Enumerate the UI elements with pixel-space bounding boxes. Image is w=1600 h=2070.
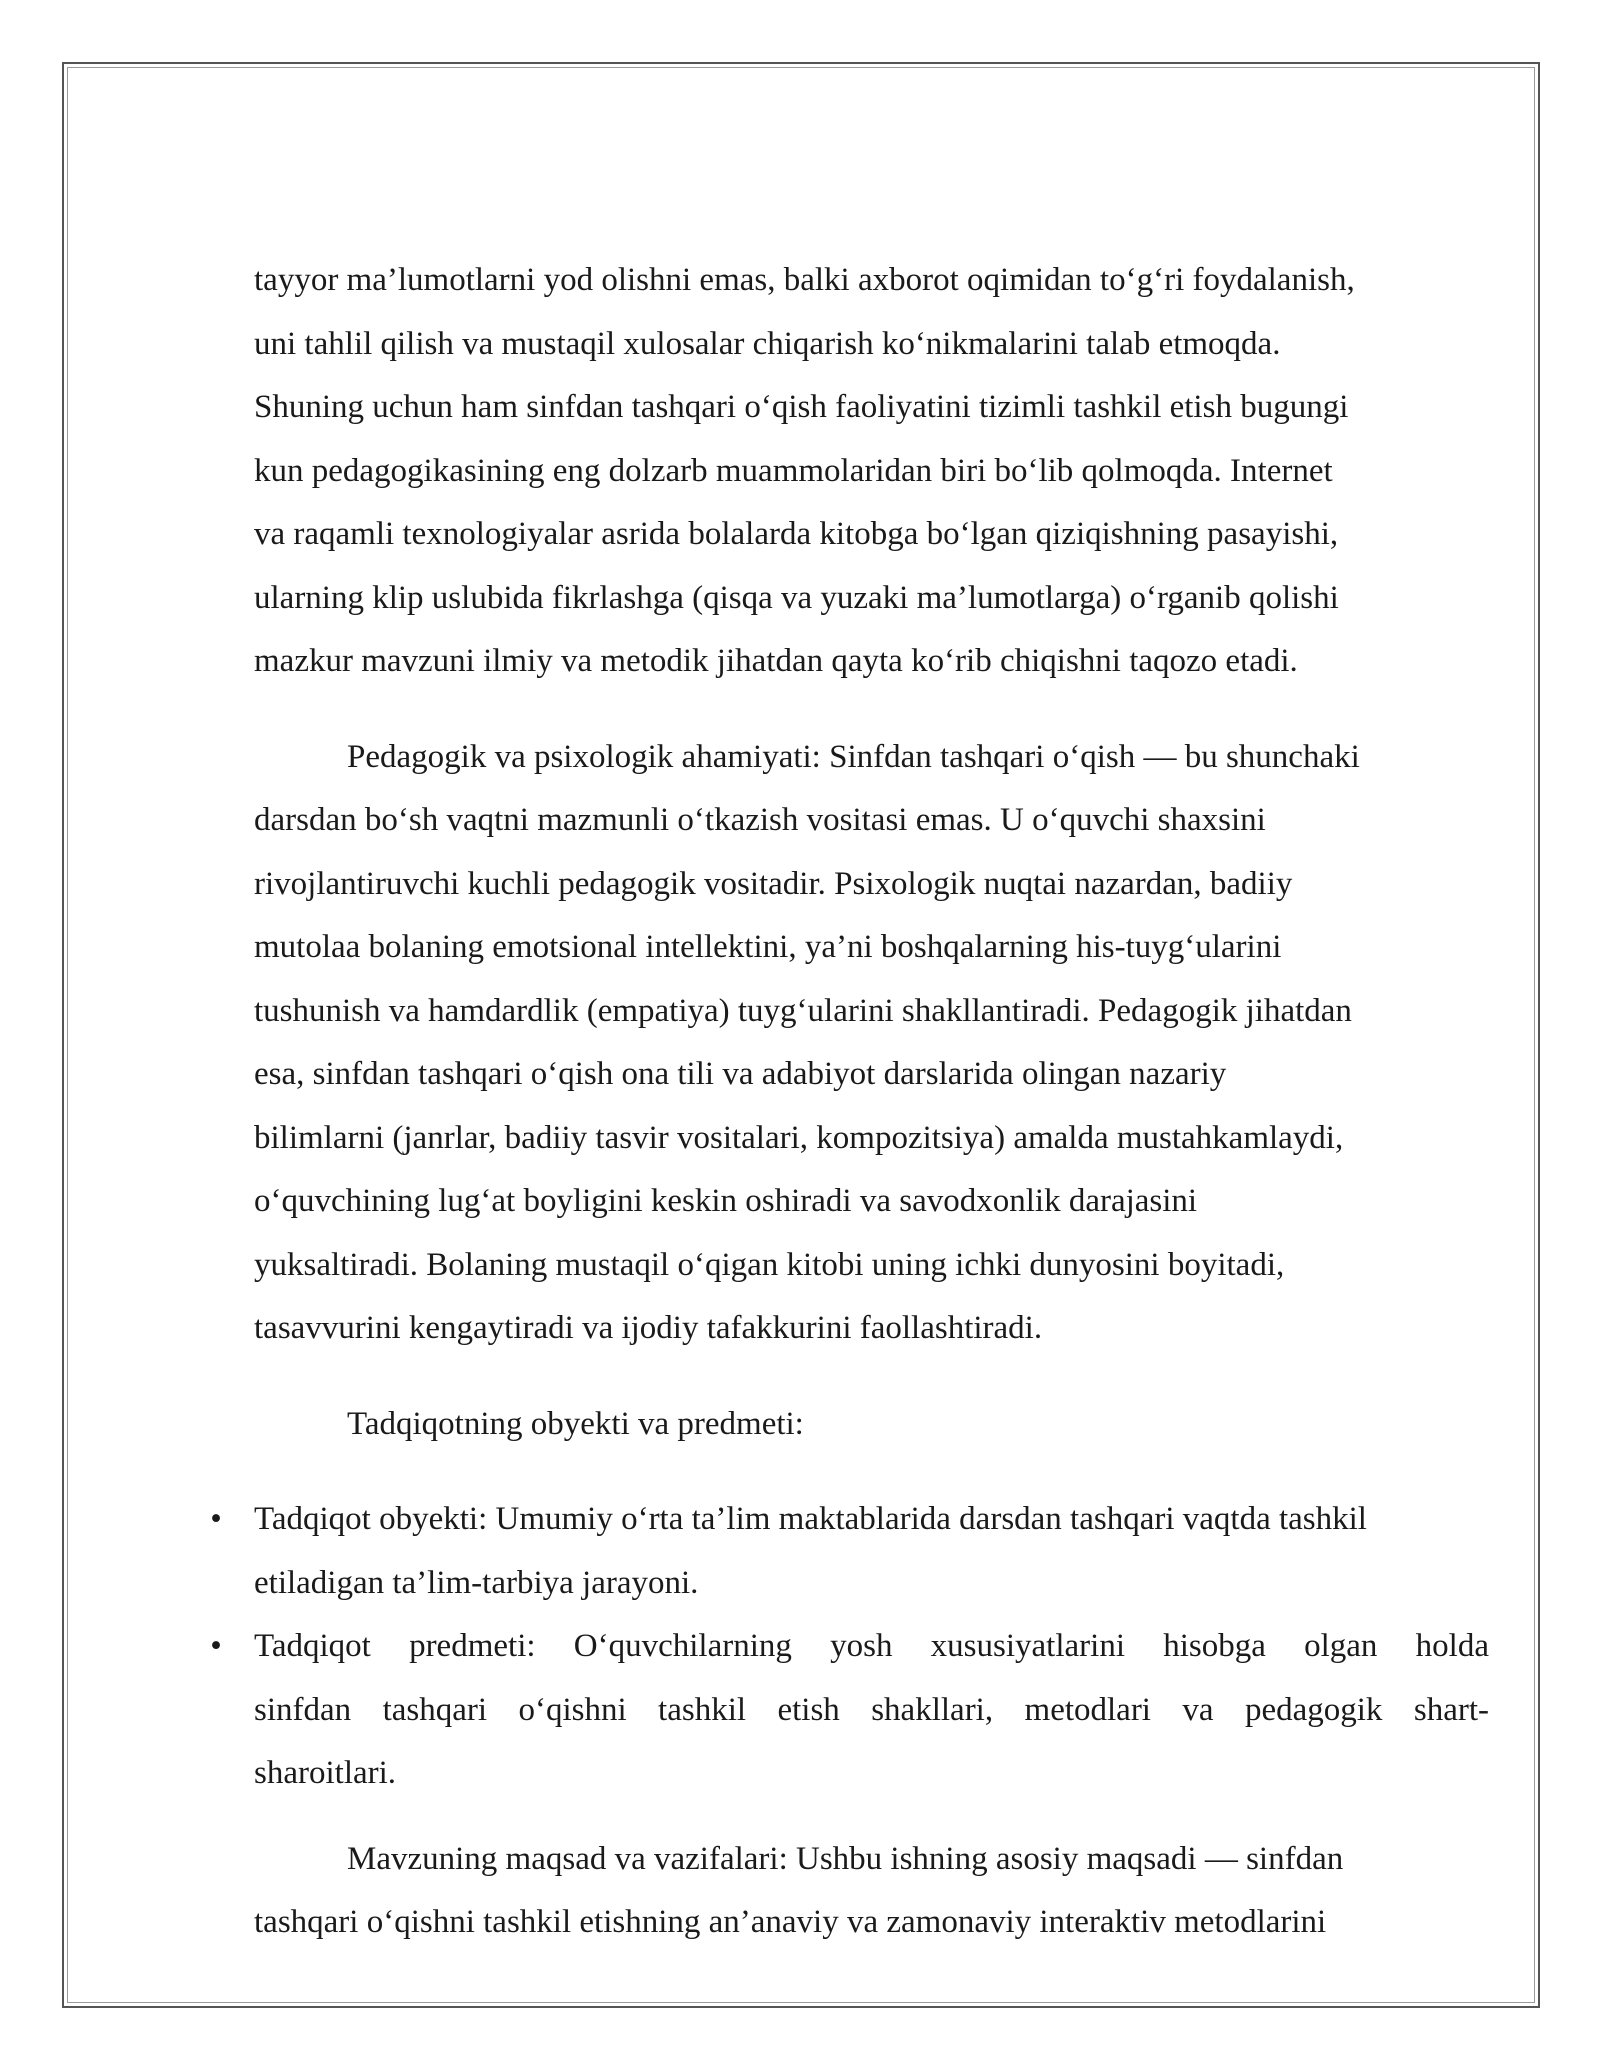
text-line: va raqamli texnologiyalar asrida bolalarda kitobga bo‘lgan qiziqishning pasayishi, <box>254 516 1339 552</box>
paragraph-significance <box>254 726 1489 1361</box>
text-line: tushunish va hamdardlik (empatiya) tuyg‘ularini shakllantiradi. Pedagogik jihatdan <box>254 992 1352 1029</box>
list-item <box>210 1615 1489 1806</box>
text-line: Tadqiqot obyekti: Umumiy o‘rta ta’lim maktablarida darsdan tashqari vaqtda tashkil <box>254 1501 1367 1537</box>
text-line: kun pedagogikasining eng dolzarb muammolaridan biri bo‘lib qolmoqda. Internet <box>254 452 1333 489</box>
text-line: ularning klip uslubida fikrlashga (qisqa va yuzaki ma’lumotlarga) o‘rganib qolishi <box>254 579 1339 616</box>
text-line: mutolaa bolaning emotsional intellektini, ya’ni boshqalarning his-tuyg‘ularini <box>254 929 1282 965</box>
bullet-icon: • <box>210 1501 222 1537</box>
bullet-icon: • <box>210 1628 222 1664</box>
paragraph-spacing <box>254 1456 1489 1488</box>
list-item <box>210 1488 1489 1615</box>
text-line: Pedagogik va psixologik ahamiyati: Sinfdan tashqari o‘qish — bu shunchaki <box>347 738 1360 775</box>
paragraph-spacing <box>254 1361 1489 1393</box>
text-line: Mavzuning maqsad va vazifalari: Ushbu ishning asosiy maqsadi — sinfdan <box>347 1840 1344 1877</box>
text-line: bilimlarni (janrlar, badiiy tasvir vositalari, kompozitsiya) amalda mustahkamlaydi, <box>254 1119 1344 1156</box>
page-frame <box>62 62 1540 2008</box>
text-line: Shuning uchun ham sinfdan tashqari o‘qish faoliyatini tizimli tashkil etish bugungi <box>254 389 1349 425</box>
paragraph-continuation <box>254 249 1489 694</box>
paragraph-goals <box>254 1828 1489 1955</box>
text-line: etiladigan ta’lim-tarbiya jarayoni. <box>254 1564 699 1601</box>
text-line: sinfdan tashqari o‘qishni tashkil etish shakllari, metodlari va pedagogik shart- <box>254 1691 1489 1728</box>
text-line: esa, sinfdan tashqari o‘qish ona tili va adabiyot darslarida olingan nazariy <box>254 1056 1227 1092</box>
paragraph-spacing <box>254 694 1489 726</box>
text-line: yuksaltiradi. Bolaning mustaqil o‘qigan kitobi uning ichki dunyosini boyitadi, <box>254 1246 1285 1283</box>
text-line: o‘quvchining lug‘at boyligini keskin oshiradi va savodxonlik darajasini <box>254 1183 1198 1219</box>
text-line: tasavvurini kengaytiradi va ijodiy tafakkurini faollashtiradi. <box>254 1310 1043 1346</box>
text-line: uni tahlil qilish va mustaqil xulosalar chiqarish ko‘nikmalarini talab etmoqda. <box>254 325 1281 362</box>
text-line: tayyor ma’lumotlarni yod olishni emas, balki axborot oqimidan to‘g‘ri foydalanish, <box>254 262 1355 298</box>
text-line: darsdan bo‘sh vaqtni mazmunli o‘tkazish vositasi emas. U o‘quvchi shaxsini <box>254 802 1266 838</box>
paragraph-spacing <box>254 1806 1489 1828</box>
bullet-list <box>210 1488 1489 1806</box>
text-line: mazkur mavzuni ilmiy va metodik jihatdan qayta ko‘rib chiqishni taqozo etadi. <box>254 643 1298 679</box>
text-line: Tadqiqotning obyekti va predmeti: <box>347 1405 804 1442</box>
text-line: tashqari o‘qishni tashkil etishning an’anaviy va zamonaviy interaktiv metodlarini <box>254 1904 1327 1940</box>
paragraph-object-subject-heading <box>254 1393 1489 1457</box>
page-content <box>210 249 1489 1955</box>
text-line: sharoitlari. <box>254 1755 397 1791</box>
text-line: rivojlantiruvchi kuchli pedagogik vositadir. Psixologik nuqtai nazardan, badiiy <box>254 865 1293 902</box>
text-line: Tadqiqot predmeti: O‘quvchilarning yosh xususiyatlarini hisobga olgan holda <box>254 1628 1489 1664</box>
